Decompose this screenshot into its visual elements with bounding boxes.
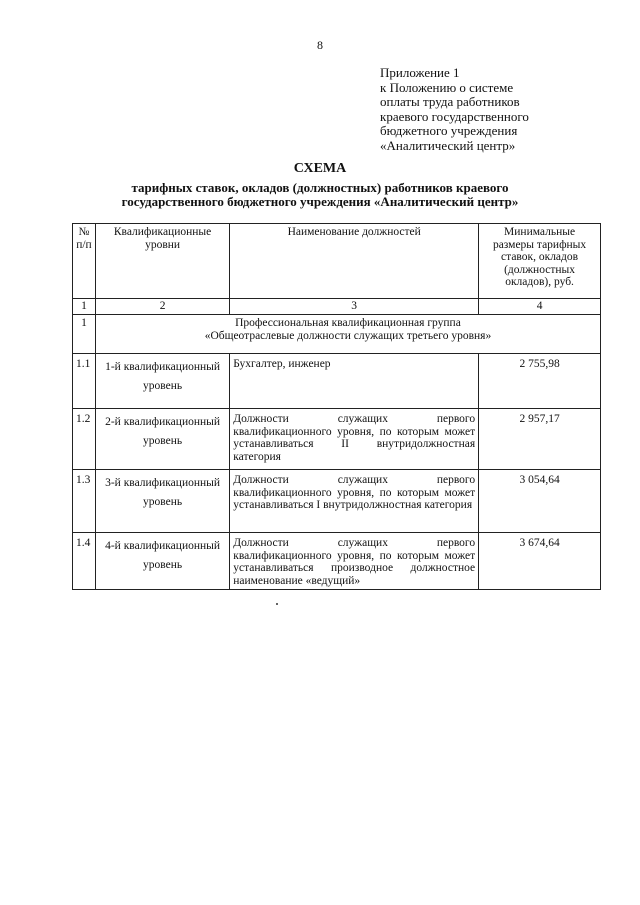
group-title-line: «Общеотраслевые должности служащих третьего уровня» <box>204 329 492 342</box>
column-number: 3 <box>230 299 479 315</box>
row-salary: 3 674,64 <box>479 533 601 590</box>
appendix-line: оплаты труда работников <box>380 94 520 109</box>
row-positions: Должности служащих первого квалификационного уровня, по которым может устанавливаться производное должностное наименование «ведущий» <box>230 533 479 590</box>
row-salary: 2 957,17 <box>479 409 601 470</box>
group-title <box>95 315 600 354</box>
appendix-note <box>380 66 625 153</box>
appendix-line: бюджетного учреждения <box>380 123 518 138</box>
table-row <box>73 409 601 470</box>
document-subtitle: тарифных ставок, окладов (должностных) работников краевого государственного бюджетного учреждения «Аналитический центр» <box>121 180 519 209</box>
row-salary: 3 054,64 <box>479 470 601 533</box>
header-num: № п/п <box>73 224 96 299</box>
row-level: 1-й квалификационный уровень <box>95 354 229 409</box>
header-salary: Минимальные размеры тарифных ставок, окладов (должностных окладов), руб. <box>479 224 601 299</box>
group-title-line: Профессиональная квалификационная группа <box>235 317 461 329</box>
document-title: СХЕМА <box>293 161 347 176</box>
row-num: 1.1 <box>73 354 96 409</box>
row-num: 1.3 <box>73 470 96 533</box>
table-row <box>73 533 601 590</box>
appendix-line: Приложение 1 <box>380 65 460 80</box>
group-row <box>73 315 601 354</box>
row-positions: Бухгалтер, инженер <box>230 354 479 409</box>
appendix-line: краевого государственного <box>380 108 529 124</box>
appendix-line: «Аналитический центр» <box>380 137 516 153</box>
row-level: 2-й квалификационный уровень <box>95 409 229 470</box>
header-position: Наименование должностей <box>230 224 479 299</box>
header-level: Квалификационные уровни <box>95 224 229 299</box>
column-number: 4 <box>479 299 601 315</box>
appendix-line: к Положению о системе <box>380 79 514 95</box>
stray-dot <box>276 603 278 605</box>
page-number: 8 <box>317 38 323 52</box>
row-salary: 2 755,98 <box>479 354 601 409</box>
row-num: 1.2 <box>73 409 96 470</box>
salary-table <box>72 223 601 590</box>
table-row <box>73 470 601 533</box>
row-level: 3-й квалификационный уровень <box>95 470 229 533</box>
column-number: 2 <box>95 299 229 315</box>
table-row <box>73 354 601 409</box>
table-header-row <box>73 224 601 299</box>
row-level: 4-й квалификационный уровень <box>95 533 229 590</box>
group-num: 1 <box>73 315 96 354</box>
column-number-row <box>73 299 601 315</box>
row-positions: Должности служащих первого квалификационного уровня, по которым может устанавливаться II внутридолжностная категория <box>230 409 479 470</box>
row-positions: Должности служащих первого квалификационного уровня, по которым может устанавливаться I внутридолжностная категория <box>230 470 479 533</box>
column-number: 1 <box>73 299 96 315</box>
row-num: 1.4 <box>73 533 96 590</box>
